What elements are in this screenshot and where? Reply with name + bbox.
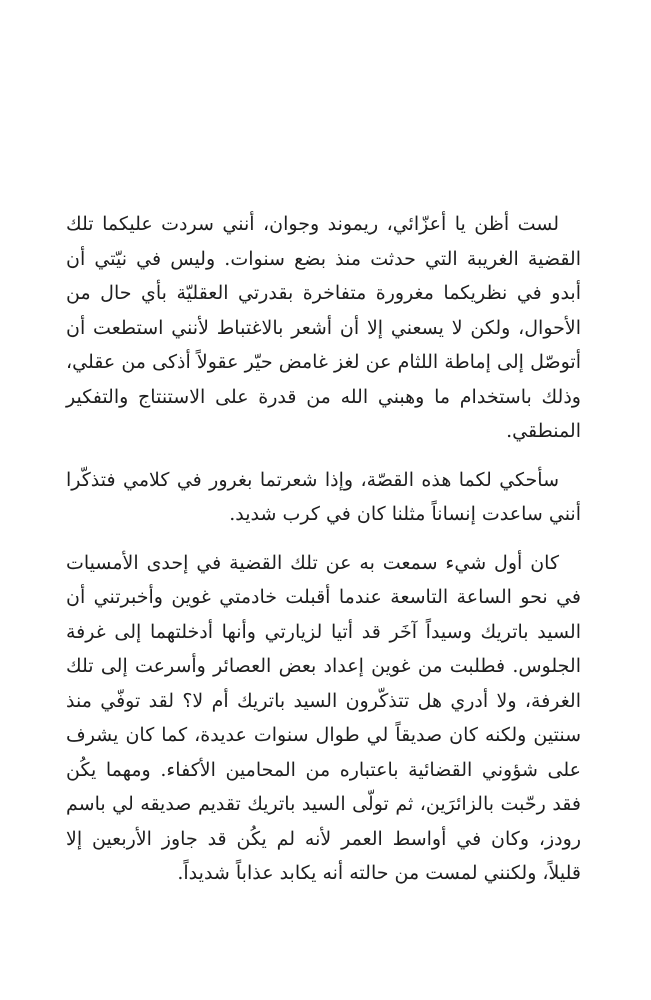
- paragraph-tell-story: سأحكي لكما هذه القصّة، وإذا شعرتما بغرور في كلامي فتذكّرا أنني ساعدت إنساناً مثلنا كان في كرب شديد.: [66, 468, 581, 525]
- paragraph-intro: لست أظن يا أعزّائي، ريموند وجوان، أنني سردت عليكما تلك القضية الغريبة التي حدثت منذ بضع سنوات. وليس في نيّتي أن أبدو في نظريكما مغرورة متفاخرة بقدرتي العقليّة بأي حال من الأحوال، ولكن لا يسعني إلا أن أشعر بالاغتباط لأنني استطعت أن أتوصّل إلى إماطة اللثام عن لغز غامض حيّر عقولاً أذكى من عقلي، وذلك باستخدام ما وهبني الله من قدرة على الاستنتاج والتفكير المنطقي.: [66, 213, 581, 442]
- paragraph-first-visit: كان أول شيء سمعت به عن تلك القضية في إحدى الأمسيات في نحو الساعة التاسعة عندما أقبلت خادمتي غوين وأخبرتني أن السيد باتريك وسيداً آخَر قد أتيا لزيارتي وأنها أدخلتهما إلى غرفة الجلوس. فطلبت من غوين إعداد بعض العصائر وأسرعت إلى تلك الغرفة، ولا أدري هل تتذكّرون السيد باتريك أم لا؟ لقد توفّي منذ سنتين ولكنه كان صديقاً لي طوال سنوات عديدة، كما كان يشرف على شؤوني القضائية باعتباره من المحامين الأكفاء. ومهما يكُن فقد رحّبت بالزائرَين، ثم تولّى السيد باتريك تقديم صديقه لي باسم رودز، وكان في أواسط العمر لأنه لم يكُن قد جاوز الأربعين إلا قليلاً، ولكنني لمست من حالته أنه يكابد عذاباً شديداً.: [66, 551, 581, 884]
- story-text: [66, 207, 581, 891]
